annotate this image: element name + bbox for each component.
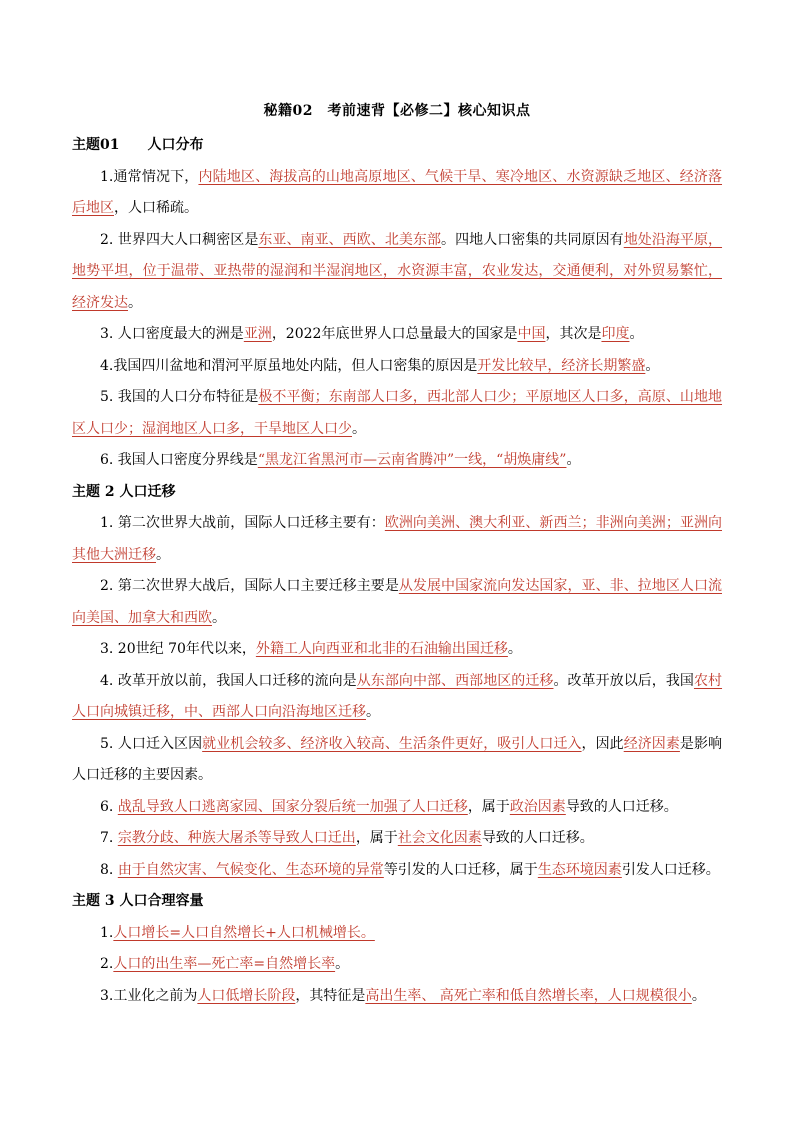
text-run: 5. 人口迁入区因 [100, 735, 203, 752]
text-run: 。 [629, 326, 644, 342]
highlighted-text: 外籍工人向西亚和北非的石油输出国迁移 [255, 641, 508, 657]
section-heading: 主题 2 人口迁移 [72, 483, 176, 500]
text-run: 。 [156, 546, 170, 563]
paragraph [72, 949, 722, 981]
text-run: 。 [691, 987, 706, 1004]
paragraph [72, 508, 722, 571]
text-run: 4.我国四川盆地和渭河平原虽地处内陆，但人口密集的原因是 [100, 357, 478, 374]
text-run: 等引发的人口迁移，属于 [383, 861, 538, 878]
text-run: 3. 人口密度最大的洲是 [100, 326, 244, 342]
highlighted-text: 高出生率、 高死亡率和低自然增长率，人口规模很小 [365, 987, 692, 1004]
highlighted-text: 战乱导致人口逃离家园、国家分裂后统一加强了人口迁移 [117, 798, 468, 815]
highlighted-text: 从东部向中部、西部地区的迁移 [356, 672, 554, 689]
paragraph [72, 855, 722, 887]
text-run: 导致的人口迁移。 [565, 798, 678, 815]
paragraph [72, 792, 722, 824]
text-run: ，2022年底世界人口总量最大的国家是 [271, 326, 518, 342]
text-run: ，其特征是 [295, 987, 366, 1004]
section-heading: 主题01 人口分布 [72, 137, 204, 153]
text-run: 。 [352, 420, 366, 437]
paragraph [72, 445, 722, 477]
paragraph [72, 634, 722, 666]
paragraph [72, 918, 722, 950]
text-run: 2. 世界四大人口稠密区是 [100, 231, 259, 248]
highlighted-text: “黑龙江省黑河市—云南省腾冲”一线，“胡焕庸线” [257, 452, 567, 468]
highlighted-text: 人口低增长阶段 [197, 987, 296, 1004]
highlighted-text: 极不平衡；东南部人口多，西北部人口少；平原地区人口多，高原、山地地区人口少；湿润地区人口多，干旱地区人口少 [72, 389, 723, 437]
text-run: 。 [507, 641, 522, 657]
text-run: ，其次是 [545, 326, 602, 342]
highlighted-text: 东亚、南亚、西欧、北美东部 [258, 231, 442, 248]
highlighted-text: 印度 [601, 326, 630, 342]
highlighted-text: 农村人口向城镇迁移，中、西部人口向沿海地区迁移 [72, 672, 723, 720]
highlighted-text: 亚洲 [243, 326, 272, 342]
highlighted-text: 政治因素 [509, 798, 566, 815]
text-run: 。四地人口密集的共同原因有 [441, 231, 624, 248]
text-run: 2. [100, 956, 114, 972]
paragraph [72, 162, 722, 225]
text-run: 。 [366, 704, 380, 720]
section-heading: 主题 3 人口合理容量 [72, 893, 204, 909]
text-run: 3. 20世纪 70年代以来， [100, 641, 256, 657]
page-title: 秘籍02 考前速背【必修二】核心知识点 [263, 103, 531, 119]
paragraph [72, 666, 722, 729]
highlighted-text: 中国 [517, 326, 546, 342]
text-run: 3.工业化之前为 [100, 987, 198, 1004]
text-run: 。 [128, 294, 142, 311]
text-run: 。 [212, 609, 226, 626]
text-run: ，属于 [355, 830, 398, 846]
highlighted-text: 地处沿海平原，地势平坦，位于温带、亚热带的湿润和半湿润地区，水资源丰富，农业发达，交通便利，对外贸易繁忙，经济发达 [72, 231, 723, 311]
text-run: ，人口稀疏。 [114, 200, 198, 216]
highlighted-text: 由于自然灾害、气候变化、生态环境的异常 [117, 861, 384, 878]
highlighted-text: 就业机会较多、经济收入较高、生活条件更好，吸引人口迁入 [202, 735, 582, 752]
paragraph [72, 729, 722, 792]
text-run: 4. 改革开放以前，我国人口迁移的流向是 [100, 672, 357, 689]
highlighted-text: 生态环境因素 [537, 861, 622, 878]
text-run: 。 [645, 357, 660, 374]
text-run: 6. 我国人口密度分界线是 [100, 452, 258, 468]
paragraph [72, 981, 722, 1013]
paragraph [72, 225, 722, 320]
text-run: 2. 第二次世界大战后，国际人口主要迁移主要是 [100, 578, 399, 594]
highlighted-text: 开发比较早，经济长期繁盛 [477, 357, 646, 374]
text-run: 8. [100, 861, 118, 878]
highlighted-text: 欧洲向美洲、澳大利亚、新西兰；非洲向美洲；亚洲向其他大洲迁移 [72, 515, 722, 563]
highlighted-text: 从发展中国家流向发达国家，亚、非、拉地区人口流向美国、加拿大和西欧 [72, 578, 722, 626]
text-run: 7. [100, 830, 118, 846]
text-run: ，属于 [467, 798, 510, 815]
highlighted-text: 社会文化因素 [397, 830, 482, 846]
paragraph [72, 571, 722, 634]
text-run: 是影响人口迁移的主要因素。 [72, 735, 723, 783]
text-run: ，因此 [581, 735, 624, 752]
text-run: 1. 第二次世界大战前，国际人口迁移主要有： [100, 515, 385, 531]
text-run: 引发人口迁移。 [621, 861, 720, 878]
paragraph [72, 382, 722, 445]
paragraph [72, 319, 722, 351]
highlighted-text: 人口的出生率—死亡率=自然增长率 [113, 956, 336, 972]
text-run: 导致的人口迁移。 [481, 830, 594, 846]
text-run: 1. [100, 924, 114, 941]
text-run: 。 [566, 452, 581, 468]
text-run: 。改革开放以后，我国 [553, 672, 694, 689]
paragraph [72, 351, 722, 383]
text-run: 6. [100, 798, 118, 815]
highlighted-text: 内陆地区、海拔高的山地高原地区、气候干旱、寒冷地区、水资源缺乏地区、经济落后地区 [72, 168, 723, 216]
highlighted-text: 人口增长=人口自然增长+人口机械增长。 [113, 924, 375, 941]
highlighted-text: 经济因素 [623, 735, 680, 752]
text-run: 5. 我国的人口分布特征是 [100, 389, 259, 405]
highlighted-text: 宗教分歧、种族大屠杀等导致人口迁出 [117, 830, 356, 846]
document-body [72, 130, 722, 1012]
text-run: 1.通常情况下， [100, 168, 199, 185]
text-run: 。 [335, 956, 350, 972]
paragraph [72, 823, 722, 855]
